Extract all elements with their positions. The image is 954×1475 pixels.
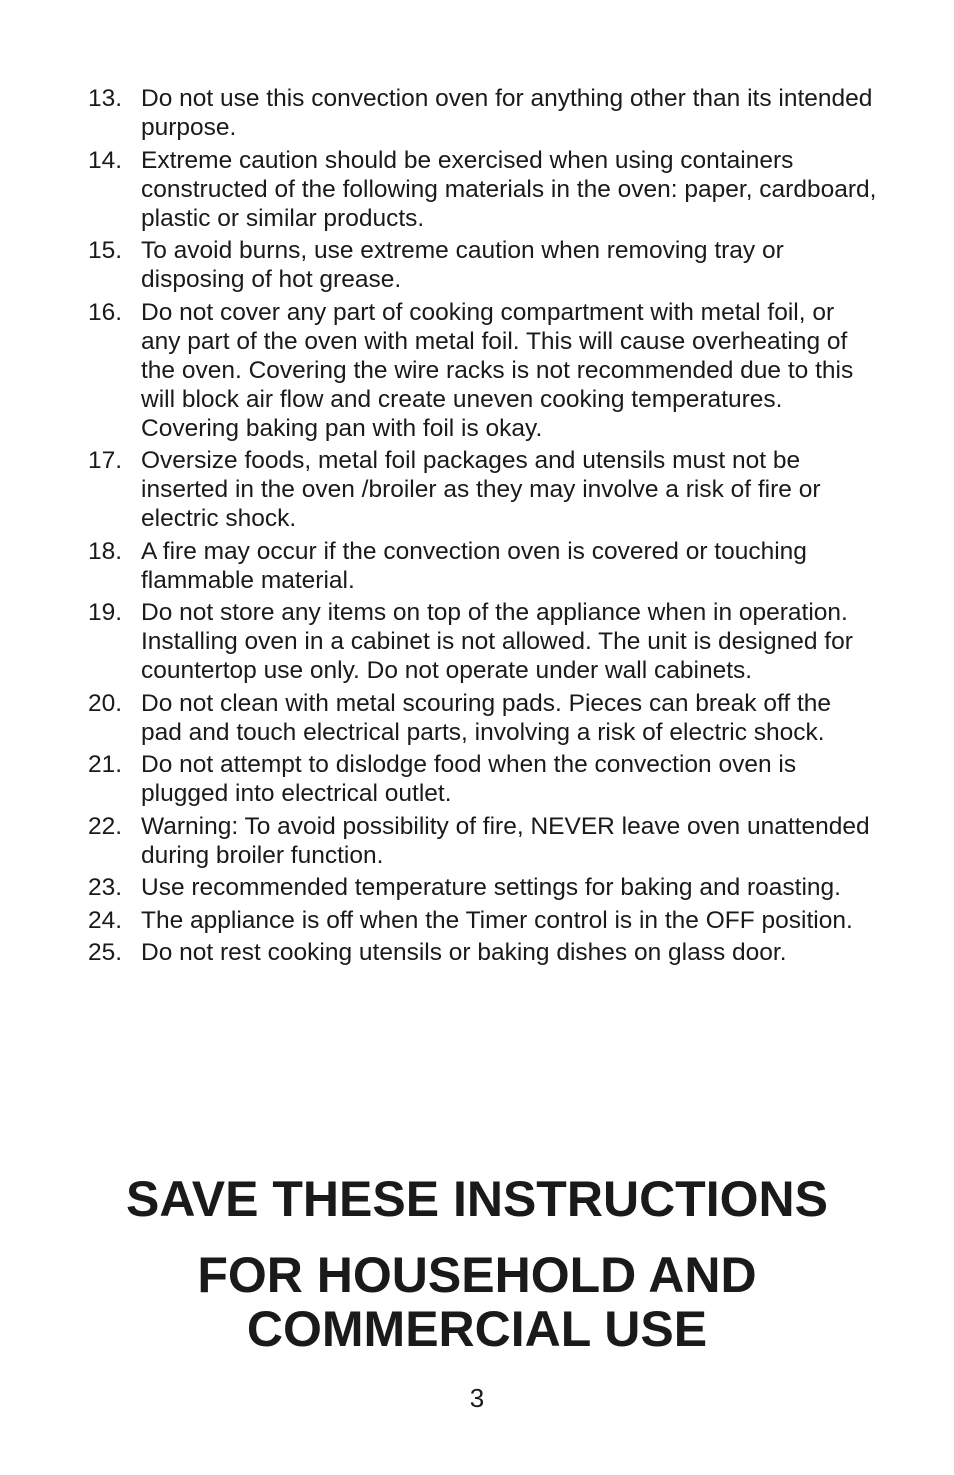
list-item	[88, 689, 878, 747]
list-item	[88, 938, 878, 967]
item-number: 16.	[88, 298, 123, 326]
item-number: 13.	[88, 85, 123, 112]
closing-headings	[0, 1172, 954, 1356]
item-text: Do not use this convection oven for anything other than its intended purpose.	[141, 85, 873, 141]
item-text: Do not attempt to dislodge food when the convection oven is plugged into electrical outlet.	[141, 751, 797, 807]
list-item	[88, 750, 878, 808]
page-number: 3	[469, 1383, 485, 1413]
item-number: 15.	[88, 237, 123, 264]
item-text: Use recommended temperature settings for baking and roasting.	[141, 874, 841, 901]
list-item	[88, 84, 878, 142]
item-text: Warning: To avoid possibility of fire, NEVER leave oven unattended during broiler function.	[141, 812, 870, 869]
list-item	[88, 236, 878, 294]
list-item	[88, 146, 878, 233]
item-number: 23.	[88, 874, 123, 901]
item-text: A fire may occur if the convection oven is covered or touching flammable material.	[141, 537, 807, 594]
list-item	[88, 537, 878, 595]
item-number: 14.	[88, 146, 123, 174]
item-text: Do not clean with metal scouring pads. Pieces can break off the pad and touch electrical parts, involving a risk of electric shock.	[141, 689, 832, 746]
item-number: 25.	[88, 939, 123, 966]
item-number: 18.	[88, 537, 123, 565]
household-use-heading-line-1: FOR HOUSEHOLD AND	[197, 1247, 757, 1303]
item-number: 17.	[88, 447, 123, 474]
list-item	[88, 298, 878, 443]
list-item	[88, 873, 878, 902]
item-text: Do not cover any part of cooking compartment with metal foil, or any part of the oven with metal foil. This will cause overheating of the oven. Covering the wire racks is not recommended due to this will block air flow and create uneven cooking temperatures. Covering baking pan with foil is okay.	[141, 298, 854, 442]
item-text: Do not rest cooking utensils or baking dishes on glass door.	[141, 939, 787, 966]
household-use-heading-line-2: COMMERCIAL USE	[246, 1301, 708, 1357]
list-item	[88, 906, 878, 935]
save-instructions-heading: SAVE THESE INSTRUCTIONS	[126, 1171, 828, 1227]
item-text: Do not store any items on top of the appliance when in operation. Installing oven in a cabinet is not allowed. The unit is designed for countertop use only. Do not operate under wall cabinets.	[141, 599, 853, 684]
safety-instructions-list	[88, 84, 878, 971]
item-text: Extreme caution should be exercised when using containers constructed of the following materials in the oven: paper, cardboard, plastic or similar products.	[141, 146, 877, 232]
list-item	[88, 446, 878, 533]
item-number: 19.	[88, 599, 123, 626]
item-text: The appliance is off when the Timer control is in the OFF position.	[141, 906, 853, 934]
item-number: 22.	[88, 812, 123, 840]
item-text: To avoid burns, use extreme caution when removing tray or disposing of hot grease.	[141, 237, 784, 293]
item-number: 21.	[88, 751, 123, 778]
item-text: Oversize foods, metal foil packages and utensils must not be inserted in the oven /broiler as they may involve a risk of fire or electric shock.	[141, 447, 821, 532]
list-item	[88, 812, 878, 870]
item-number: 20.	[88, 689, 123, 717]
item-number: 24.	[88, 906, 123, 934]
list-item	[88, 598, 878, 685]
